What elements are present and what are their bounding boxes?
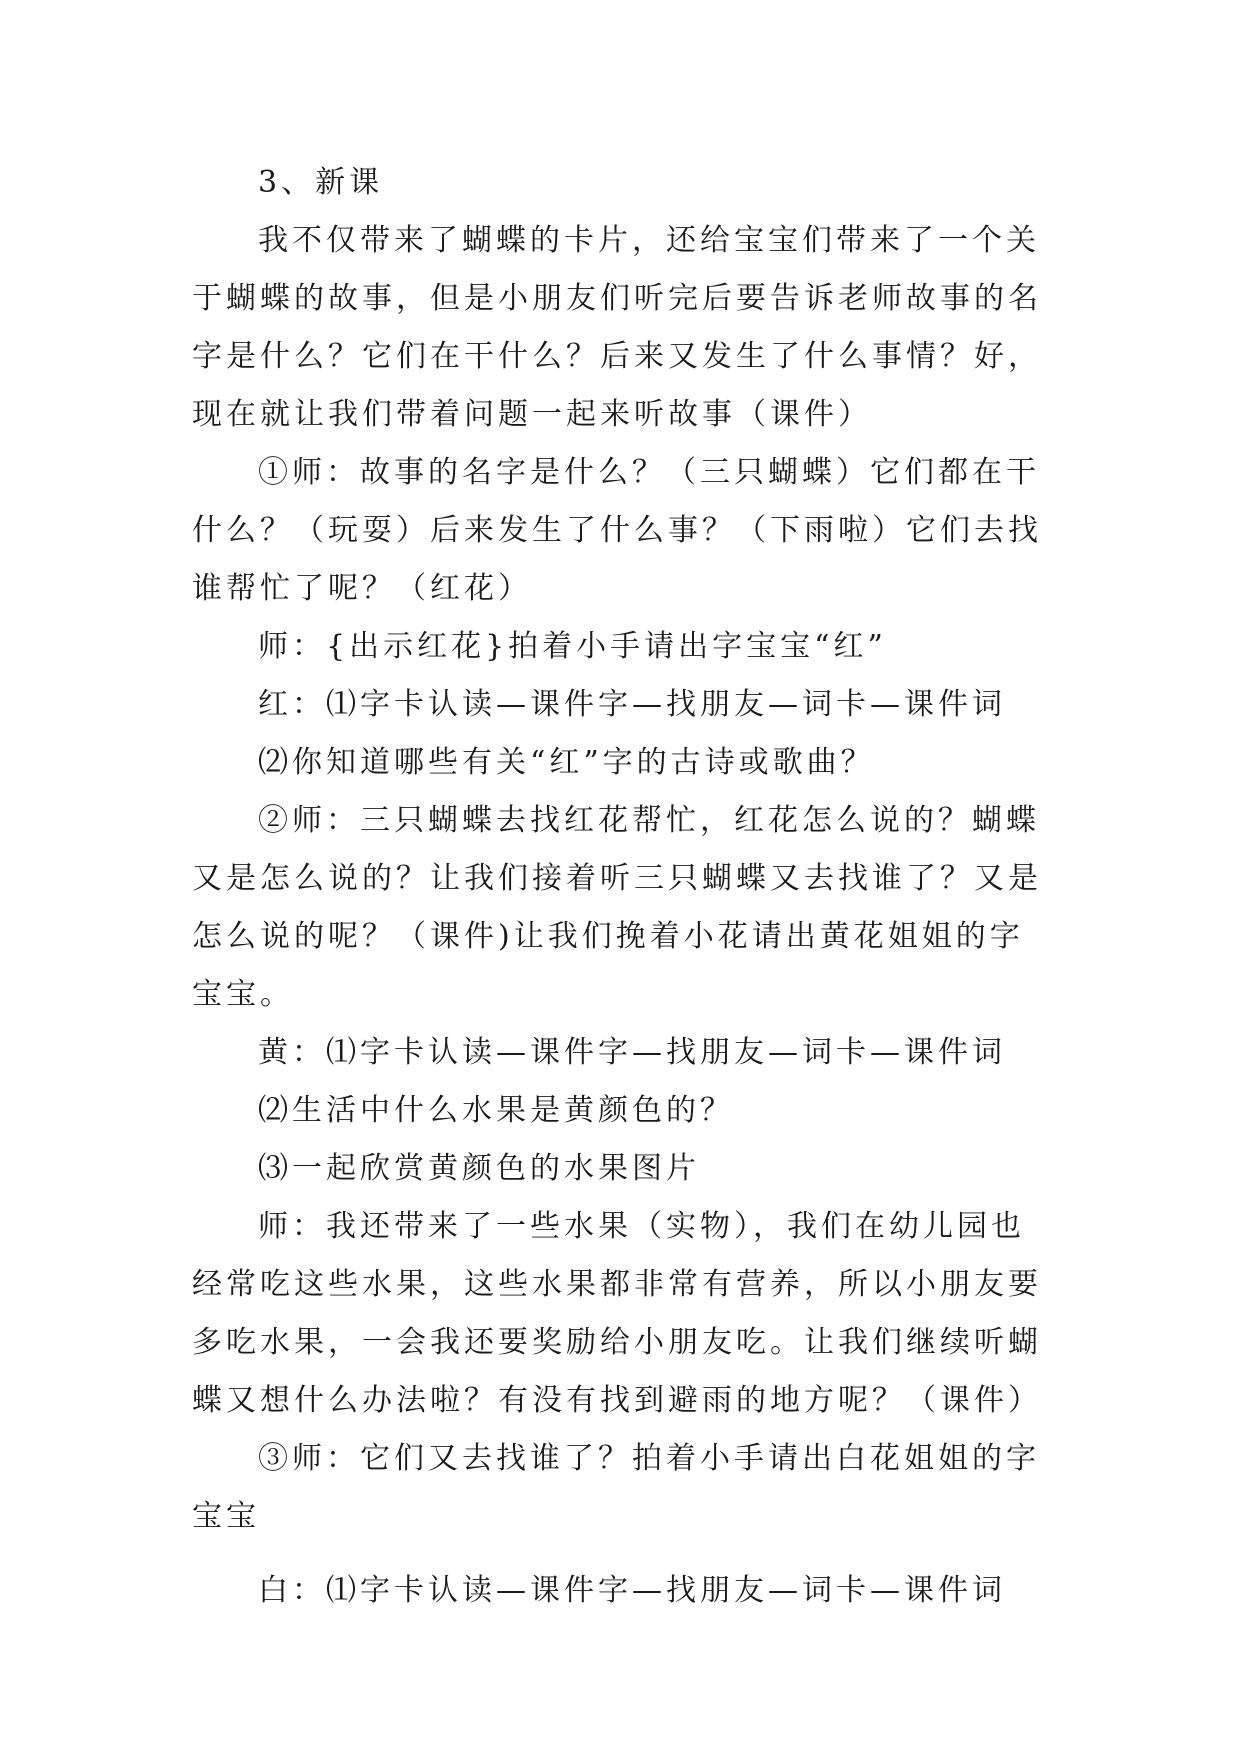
paragraph: ⑵生活中什么水果是黄颜色的？ — [258, 1093, 734, 1128]
paragraph: ③师：它们又去找谁了？拍着小手请出白花姐姐的字宝宝 — [192, 1441, 1040, 1534]
paragraph: 黄：⑴字卡认读—课件字—找朋友—词卡—课件词 — [258, 1035, 1006, 1070]
paragraph: ⑵你知道哪些有关“红”字的古诗或歌曲？ — [258, 745, 875, 780]
paragraph: 师：{出示红花}拍着小手请出字宝宝“红” — [258, 629, 887, 664]
paragraph: ⑶一起欣赏黄颜色的水果图片 — [258, 1151, 700, 1186]
paragraph: 红：⑴字卡认读—课件字—找朋友—词卡—课件词 — [258, 687, 1006, 722]
document-body — [192, 154, 1057, 1620]
paragraph: ②师：三只蝴蝶去找红花帮忙，红花怎么说的？蝴蝶又是怎么说的？让我们接着听三只蝴蝶又去找谁了？又是怎么说的呢？（课件)让我们挽着小花请出黄花姐姐的字宝宝。 — [192, 803, 1042, 1012]
paragraph: 白：⑴字卡认读—课件字—找朋友—词卡—课件词 — [258, 1573, 1006, 1608]
paragraph: 师：我还带来了一些水果（实物），我们在幼儿园也经常吃这些水果，这些水果都非常有营养，所以小朋友要多吃水果，一会我还要奖励给小朋友吃。让我们继续听蝴蝶又想什么办法啦？有没有找到避雨的地方呢？（课件） — [192, 1209, 1042, 1418]
paragraph: ①师：故事的名字是什么？（三只蝴蝶）它们都在干什么？（玩耍）后来发生了什么事？（下雨啦）它们去找谁帮忙了呢？（红花） — [192, 455, 1042, 606]
section-heading: 3、新课 — [258, 165, 384, 200]
paragraph: 我不仅带来了蝴蝶的卡片，还给宝宝们带来了一个关于蝴蝶的故事，但是小朋友们听完后要告诉老师故事的名字是什么？它们在干什么？后来又发生了什么事情？好，现在就让我们带着问题一起来听故事（课件） — [192, 223, 1042, 432]
